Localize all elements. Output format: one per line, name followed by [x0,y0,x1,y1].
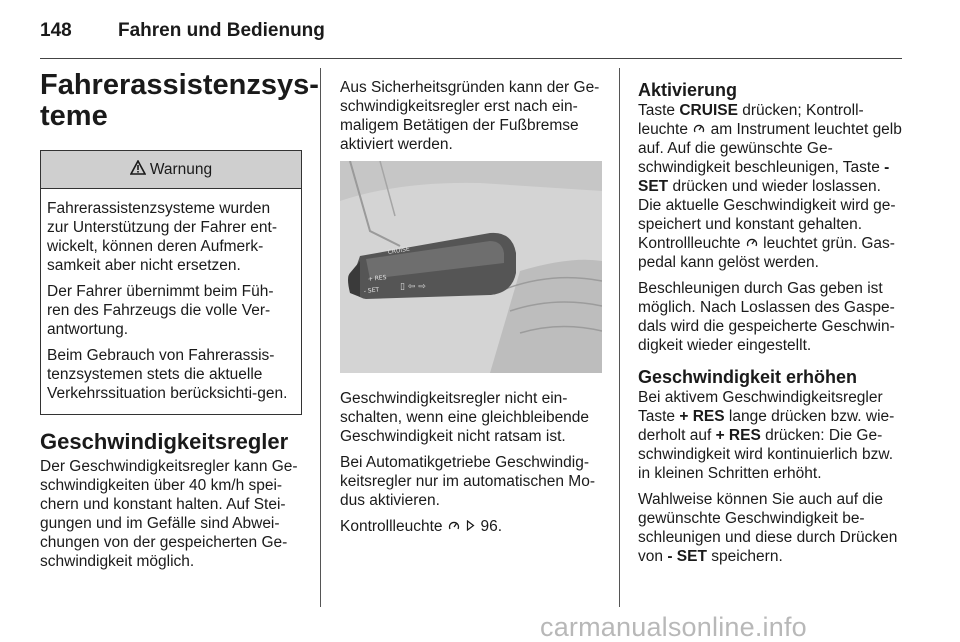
header-rule [40,58,902,59]
paragraph: Geschwindigkeitsregler nicht ein-schalten, wenn eine gleichbleibende Geschwindigkeit nicht ratsam ist. [340,390,590,445]
section-title: Geschwindigkeitsregler [40,429,289,454]
paragraph: Wahlweise können Sie auch auf die gewünschte Geschwindigkeit be-schleunigen und diese durch Drücken von - SET speichern. [638,491,898,565]
paragraph: Aus Sicherheitsgründen kann der Ge-schwindigkeitsregler erst nach ein-maligem Betätigen der Fußbremse aktiviert werden. [340,79,600,153]
column-divider-1 [320,68,321,607]
subsection-title-increase: Geschwindigkeit erhöhen [638,367,858,387]
column-divider-2 [619,68,620,607]
figure-label-set: - SET [363,286,380,295]
warning-paragraph: Beim Gebrauch von Fahrerassis-tenzsystemen stets die aktuelle Verkehrssituation berücksichti-gen. [47,347,288,402]
page-title: Fahrerassistenzsys- teme [40,69,319,132]
section-text: Der Geschwindigkeitsregler kann Ge-schwindigkeiten über 40 km/h spei-chern und konstant halten. Auf Stei-gungen und im Gefälle sind Abwei-chungen von der gespeicherten Ge-schwindigkeit möglich. [40,458,298,570]
page-reference-icon [465,517,476,536]
cruise-control-lamp-icon [447,517,461,536]
watermark: carmanualsonline.info [540,612,807,642]
column-2 [340,78,602,543]
page-reference: 96. [480,518,503,535]
column-1 [40,69,319,578]
subsection-title-activation: Aktivierung [638,80,738,100]
key-res: + RES [715,427,761,444]
figure-symbols: ▯ ⇦ ⇨ [400,282,426,292]
key-set: - SET [667,548,707,565]
column-3 [638,80,902,573]
paragraph: Kontrollleuchte 96. [340,518,503,535]
warning-label: Warnung [149,161,213,178]
warning-body [41,189,301,414]
warning-box [40,150,302,415]
warning-triangle-icon [130,160,146,180]
cruise-control-lamp-icon [692,120,706,139]
warning-paragraph: Der Fahrer übernimmt beim Füh-ren des Fahrzeugs die volle Ver-antwortung. [47,283,274,338]
paragraph: Beschleunigen durch Gas geben ist möglich. Nach Loslassen des Gaspe-dals wird die gespeicherte Geschwin-digkeit wieder eingestellt. [638,280,895,354]
paragraph: Bei aktivem Geschwindigkeitsregler Taste + RES lange drücken bzw. wie-derholt auf + RES drücken: Die Ge-schwindigkeit wird kontinuierlich bzw. in kleinen Schritten erhöht. [638,389,895,482]
figure-label-cruise: CRUISE [387,245,411,256]
key-res: + RES [679,408,725,425]
paragraph: Taste CRUISE drücken; Kontroll-leuchte am Instrument leuchtet gelb auf. Auf die gewünschte Ge-schwindigkeit beschleunigen, Taste - SET drücken und wieder loslassen. Die aktuelle Geschwindigkeit wird ge-speichert und konstant gehalten. Kontrollleuchte leuchtet grün. Gas-pedal kann gelöst werden. [638,102,902,271]
warning-paragraph: Fahrerassistenzsysteme wurden zur Unterstützung der Fahrer ent-wickelt, können deren Aufmerk-samkeit aber nicht ersetzen. [47,200,278,274]
figure-label-res: + RES [367,274,387,283]
key-cruise: CRUISE [679,102,738,119]
warning-header [41,151,301,189]
paragraph: Bei Automatikgetriebe Geschwindig-keitsregler nur im automatischen Mo-dus aktivieren. [340,454,595,509]
chapter-title: Fahren und Bedienung [118,20,325,41]
key-set: - SET [638,159,890,195]
page-number: 148 [40,20,72,41]
cruise-lever-figure [340,161,602,373]
cruise-control-lamp-icon [745,234,759,253]
